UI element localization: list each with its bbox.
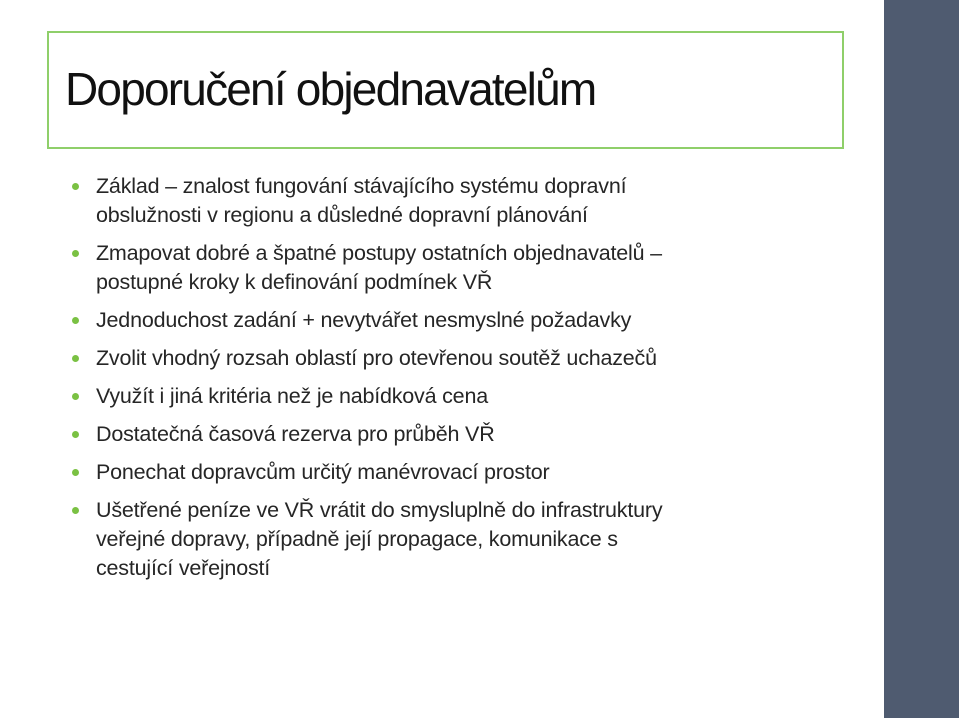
- bullet-item: [72, 344, 872, 373]
- bullet-line: Jednoduchost zadání + nevytvářet nesmyslné požadavky: [96, 308, 632, 332]
- bullet-line: Dostatečná časová rezerva pro průběh VŘ: [96, 422, 495, 446]
- bullet-line: postupné kroky k definování podmínek VŘ: [96, 270, 493, 294]
- bullet-line: Ušetřené peníze ve VŘ vrátit do smysluplně do infrastruktury: [96, 498, 663, 522]
- title-box: [47, 31, 844, 149]
- bullet-item: [72, 306, 872, 335]
- bullet-dot-icon: [72, 183, 79, 190]
- bullet-line: veřejné dopravy, případně její propagace, komunikace s: [96, 527, 618, 551]
- bullet-item: [72, 382, 872, 411]
- bullet-item: [72, 496, 872, 583]
- bullet-line: Zvolit vhodný rozsah oblastí pro otevřenou soutěž uchazečů: [96, 346, 657, 370]
- bullet-list: [72, 172, 872, 592]
- bullet-line: Základ – znalost fungování stávajícího systému dopravní: [96, 174, 627, 198]
- right-sidebar-bar: [884, 0, 959, 718]
- bullet-dot-icon: [72, 507, 79, 514]
- bullet-line: Využít i jiná kritéria než je nabídková cena: [96, 384, 488, 408]
- bullet-line: obslužnosti v regionu a důsledné dopravní plánování: [96, 203, 588, 227]
- bullet-line: Ponechat dopravcům určitý manévrovací prostor: [96, 460, 550, 484]
- bullet-dot-icon: [72, 469, 79, 476]
- bullet-dot-icon: [72, 431, 79, 438]
- bullet-dot-icon: [72, 250, 79, 257]
- bullet-dot-icon: [72, 317, 79, 324]
- bullet-item: [72, 239, 872, 297]
- bullet-item: [72, 172, 872, 230]
- slide-title: Doporučení objednavatelům: [65, 63, 596, 115]
- bullet-item: [72, 420, 872, 449]
- bullet-dot-icon: [72, 393, 79, 400]
- bullet-item: [72, 458, 872, 487]
- bullet-dot-icon: [72, 355, 79, 362]
- bullet-line: cestující veřejností: [96, 556, 271, 580]
- bullet-line: Zmapovat dobré a špatné postupy ostatních objednavatelů –: [96, 241, 662, 265]
